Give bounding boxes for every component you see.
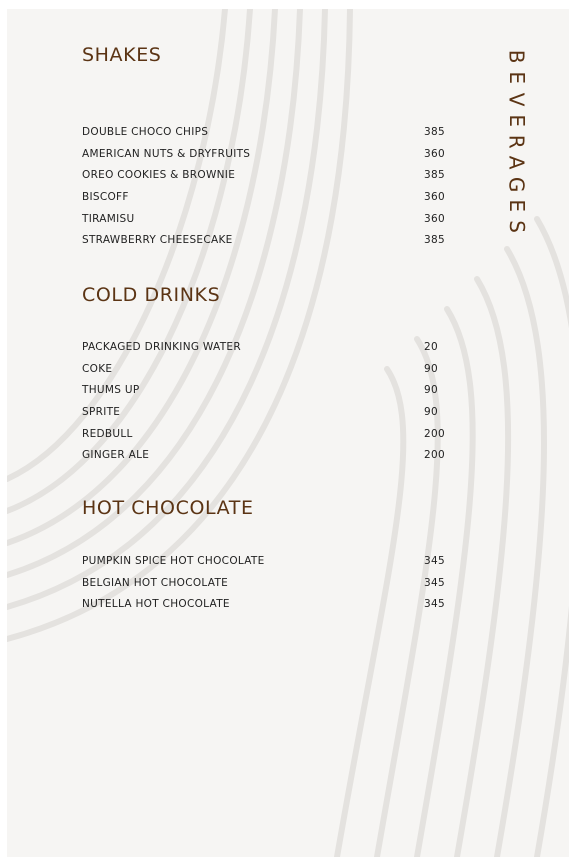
item-price: 345 (424, 598, 445, 611)
menu-item (82, 144, 452, 166)
menu-item (82, 209, 452, 231)
item-name: BISCOFF (82, 191, 129, 204)
item-name: STRAWBERRY CHEESECAKE (82, 234, 233, 247)
menu-item (82, 122, 452, 144)
item-name: REDBULL (82, 427, 133, 440)
item-price: 360 (424, 147, 445, 160)
item-price: 90 (424, 406, 438, 419)
item-name: PACKAGED DRINKING WATER (82, 341, 241, 353)
item-price: 90 (424, 384, 438, 397)
side-title-beverages (486, 46, 546, 234)
item-price: 200 (424, 449, 445, 462)
side-title-letter: A (504, 156, 529, 170)
side-title-letter: V (504, 92, 529, 107)
item-name: THUMS UP (82, 384, 140, 397)
item-name: PUMPKIN SPICE HOT CHOCOLATE (82, 555, 265, 567)
item-name: GINGER ALE (82, 449, 150, 462)
item-name: COKE (82, 362, 113, 375)
item-price: 90 (424, 362, 438, 375)
side-title-letter: G (504, 176, 529, 193)
menu-item (82, 424, 452, 446)
item-price: 345 (424, 576, 445, 589)
item-price: 345 (424, 555, 445, 567)
menu-item (82, 165, 452, 187)
section-title-shakes: SHAKES (82, 44, 162, 66)
item-price: 200 (424, 427, 445, 440)
section-title-hot-chocolate: HOT CHOCOLATE (82, 497, 254, 519)
menu-item (82, 402, 452, 424)
menu-item (82, 380, 452, 402)
menu-item (82, 445, 452, 467)
item-name: DOUBLE CHOCO CHIPS (82, 126, 209, 138)
item-name: TIRAMISU (82, 212, 135, 225)
menu-item (82, 573, 452, 595)
item-name: OREO COOKIES & BROWNIE (82, 169, 236, 182)
item-price: 360 (424, 212, 445, 225)
menu-list-cold-drinks (82, 337, 452, 467)
item-price: 360 (424, 191, 445, 204)
side-title-letter: E (504, 114, 529, 127)
side-title-letter: E (504, 199, 529, 213)
menu-list-shakes (82, 122, 452, 252)
item-price: 20 (424, 341, 438, 353)
menu-list-hot-chocolate (82, 551, 452, 616)
menu-item (82, 594, 452, 616)
item-name: BELGIAN HOT CHOCOLATE (82, 576, 229, 589)
side-title-letter: R (504, 134, 529, 149)
side-title-letter: E (504, 71, 529, 85)
item-price: 385 (424, 126, 445, 138)
side-title-letter: S (504, 220, 529, 234)
item-name: AMERICAN NUTS & DRYFRUITS (82, 147, 251, 160)
section-title-cold-drinks: COLD DRINKS (82, 284, 221, 306)
menu-item (82, 551, 452, 573)
menu-item (82, 337, 452, 359)
item-name: NUTELLA HOT CHOCOLATE (82, 598, 230, 611)
item-name: SPRITE (82, 406, 121, 419)
menu-item (82, 187, 452, 209)
menu-item (82, 230, 452, 252)
side-title-letter: B (504, 49, 529, 64)
item-price: 385 (424, 234, 445, 247)
item-price: 385 (424, 169, 445, 182)
menu-item (82, 359, 452, 381)
